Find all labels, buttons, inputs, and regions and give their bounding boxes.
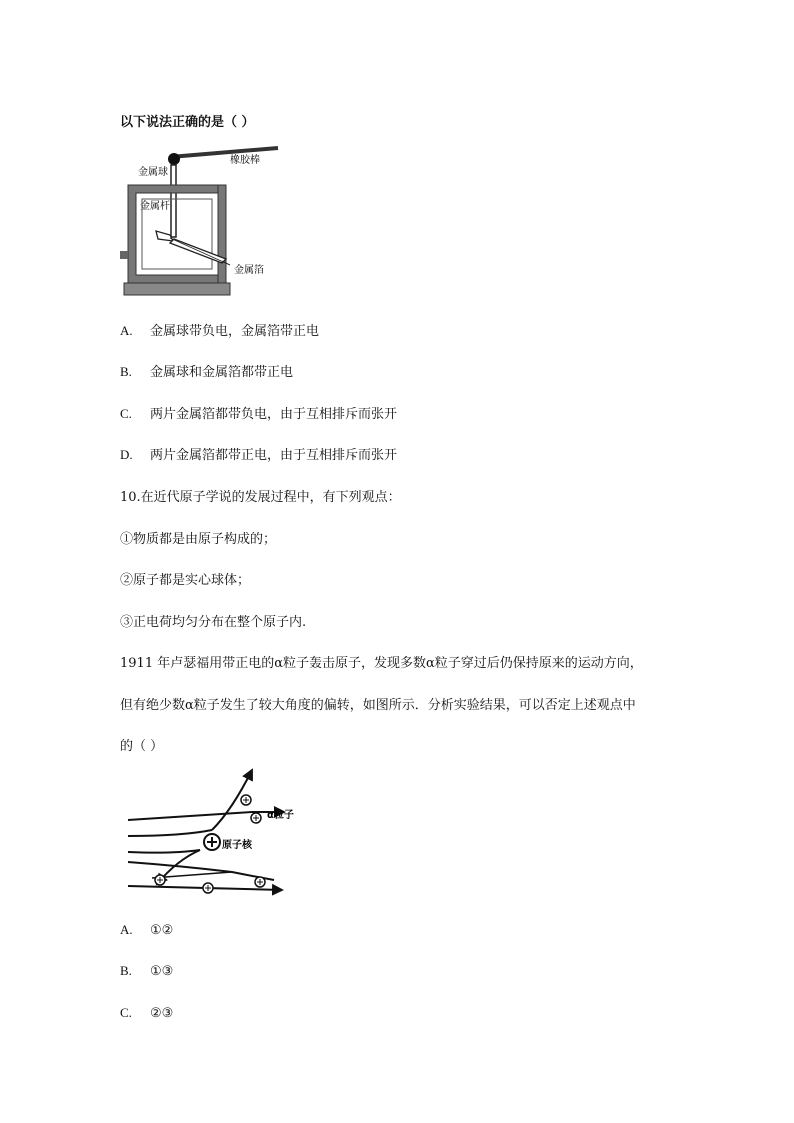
q10-option-b: B. ①③ [120,963,174,979]
rubber-rod [170,148,278,157]
alpha-particle [255,877,265,887]
q10-point-1: ①物质都是由原子构成的； [120,532,277,547]
label-metal-ball: 金属球 [138,167,168,178]
metal-ball [168,153,180,165]
q10-option-c: C. ②③ [120,1005,174,1021]
alpha-particle [155,875,165,885]
alpha-particle [203,883,213,893]
label-metal-foil: 金属箔 [234,265,264,276]
label-metal-stem: 金属杆 [140,201,170,212]
label-nucleus: 原子核 [222,840,252,851]
alpha-particle [251,813,261,823]
case-base [124,283,230,295]
q9-option-b: B. 金属球和金属箔都带正电 [120,364,294,380]
alpha-path [128,830,212,836]
q10-para-1: 1911 年卢瑟福用带正电的α粒子轰击原子，发现多数α粒子穿过后仍保持原来的运动方向， [120,656,643,671]
q10-option-a: A. ①② [120,922,174,938]
alpha-scattering-figure [122,760,302,900]
q10-para-2: 但有绝少数α粒子发生了较大角度的偏转，如图所示．分析实验结果，可以否定上述观点中 [120,698,636,713]
q10-point-3: ③正电荷均匀分布在整个原子内. [120,615,307,630]
electroscope-figure [118,143,298,298]
alpha-path [128,850,200,853]
q10-para-3: 的（ ） [120,739,164,754]
metal-stem [171,165,176,237]
alpha-path [128,862,274,880]
label-rubber-rod: 橡胶棒 [230,155,260,166]
label-alpha-particle: α粒子 [267,810,294,821]
q10-stem: 10.在近代原子学说的发展过程中，有下列观点： [120,490,401,505]
alpha-particle [241,795,251,805]
q9-option-c: C. 两片金属箔都带负电，由于互相排斥而张开 [120,406,398,422]
q9-option-d: D. 两片金属箔都带正电，由于互相排斥而张开 [120,447,398,463]
q9-stem: 以下说法正确的是（ ） [120,115,255,130]
q10-point-2: ②原子都是实心球体； [120,573,251,588]
q9-option-a: A. 金属球带负电，金属箔带正电 [120,323,320,339]
